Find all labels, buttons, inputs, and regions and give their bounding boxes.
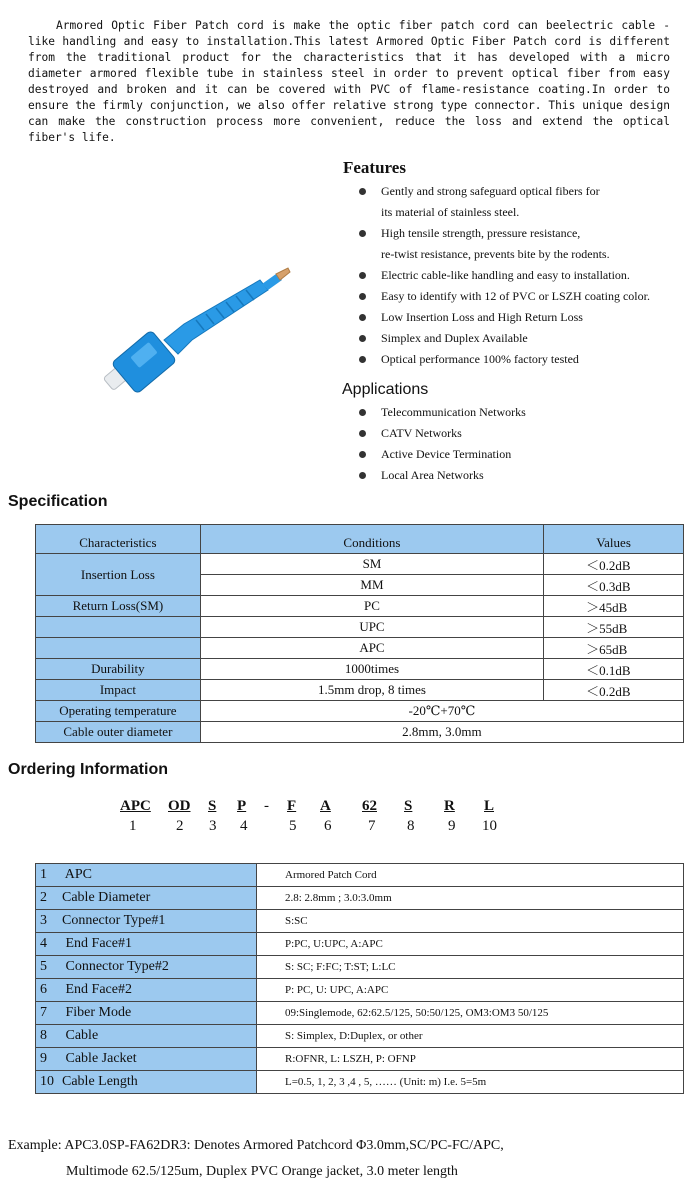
- ordering-key: [36, 1071, 257, 1094]
- ordering-label: Cable Diameter: [62, 890, 151, 905]
- spec-header-values: Values: [544, 525, 684, 554]
- order-code-separator: -: [264, 798, 269, 814]
- ordering-row: [36, 864, 684, 887]
- ordering-value: L=0.5, 1, 2, 3 ,4 , 5, …… (Unit: m) I.e. 5=5m: [257, 1071, 684, 1094]
- ordering-label: Connector Type#2: [62, 959, 169, 974]
- spec-label-empty: [36, 638, 201, 659]
- spec-condition: PC: [200, 596, 543, 617]
- ordering-value: S: SC; F:FC; T:ST; L:LC: [257, 956, 684, 979]
- ordering-label: Cable Length: [62, 1074, 138, 1089]
- ordering-key: [36, 1002, 257, 1025]
- ordering-value: 2.8: 2.8mm ; 3.0:3.0mm: [257, 887, 684, 910]
- ordering-num: 7: [40, 1005, 47, 1020]
- ordering-num: 5: [40, 959, 47, 974]
- order-code-number: 9: [448, 818, 456, 834]
- spec-value: ＞55dB: [544, 617, 684, 638]
- ordering-example: [8, 1133, 504, 1185]
- ordering-key: [36, 1048, 257, 1071]
- ordering-key: [36, 933, 257, 956]
- spec-label: Impact: [36, 680, 201, 701]
- features-title: Features: [343, 158, 406, 177]
- spec-condition: SM: [200, 554, 543, 575]
- order-code-segment: OD: [168, 798, 191, 814]
- ordering-label: End Face#1: [62, 936, 132, 951]
- spec-condition: UPC: [200, 617, 543, 638]
- ordering-label: Connector Type#1: [62, 913, 166, 928]
- feature-item: Easy to identify with 12 of PVC or LSZH coating color.: [357, 286, 650, 307]
- spec-row: [36, 680, 684, 701]
- ordering-num: 9: [40, 1051, 47, 1066]
- ordering-key: [36, 864, 257, 887]
- spec-row: [36, 617, 684, 638]
- ordering-label: Cable Jacket: [62, 1051, 137, 1066]
- intro-paragraph: [28, 18, 670, 146]
- ordering-num: 10: [40, 1074, 54, 1089]
- feature-item: Optical performance 100% factory tested: [357, 349, 650, 370]
- feature-item: Electric cable-like handling and easy to installation.: [357, 265, 650, 286]
- order-code-number: 8: [407, 818, 415, 834]
- ordering-key: [36, 887, 257, 910]
- ordering-label: APC: [62, 867, 92, 882]
- ordering-key: [36, 1025, 257, 1048]
- spec-value: 2.8mm, 3.0mm: [200, 722, 683, 743]
- patch-cord-product-image: [92, 262, 302, 402]
- spec-row: [36, 701, 684, 722]
- spec-row: [36, 722, 684, 743]
- ordering-label: Fiber Mode: [62, 1005, 132, 1020]
- ordering-row: [36, 910, 684, 933]
- ordering-row: [36, 933, 684, 956]
- spec-label: Insertion Loss: [36, 554, 201, 596]
- example-line-1: Example: APC3.0SP-FA62DR3: Denotes Armored Patchcord Φ3.0mm,SC/PC-FC/APC,: [8, 1138, 504, 1153]
- order-code-segment: 62: [362, 798, 377, 814]
- spec-value: ＜0.1dB: [544, 659, 684, 680]
- feature-item: [357, 181, 650, 223]
- ordering-num: 4: [40, 936, 47, 951]
- order-code-segment: S: [404, 798, 413, 814]
- spec-value: ＜0.2dB: [544, 680, 684, 701]
- spec-header-characteristics: Characteristics: [36, 525, 201, 554]
- order-code-segment: A: [320, 798, 331, 814]
- order-code-number: 7: [368, 818, 376, 834]
- ordering-value: 09:Singlemode, 62:62.5/125, 50:50/125, OM3:OM3 50/125: [257, 1002, 684, 1025]
- spec-condition: APC: [200, 638, 543, 659]
- spec-row: [36, 638, 684, 659]
- order-code-segment: L: [484, 798, 495, 814]
- order-code-segment: APC: [120, 798, 151, 814]
- feature-line: High tensile strength, pressure resistance,: [381, 226, 581, 240]
- spec-value: ＞65dB: [544, 638, 684, 659]
- order-code-number: 3: [209, 818, 217, 834]
- ordering-row: [36, 956, 684, 979]
- ordering-value: P:PC, U:UPC, A:APC: [257, 933, 684, 956]
- application-item: Telecommunication Networks: [357, 402, 526, 423]
- spec-label: Return Loss(SM): [36, 596, 201, 617]
- ordering-row: [36, 1071, 684, 1094]
- spec-row: [36, 554, 684, 575]
- spec-value: ＜0.2dB: [544, 554, 684, 575]
- ordering-value: Armored Patch Cord: [257, 864, 684, 887]
- intro-text: Armored Optic Fiber Patch cord is make the optic fiber patch cord can beelectric cable -like handling and easy to installation.This latest Armored Optic Fiber Patch cord is different from the traditional product for the characteristics that it has developed with a micro diameter armored flexible tube in stainless steel in order to prevent optical fiber from easy destroyed and broken and it can be covered with PVC of flame-resistance coating.In order to ensure the firmly conjunction, we also offer relative strong type connector. This unique design can make the construction process more convenient, reduce the loss and extend the optical fiber's life.: [28, 19, 670, 144]
- order-code-number: 10: [482, 818, 497, 834]
- order-code-segment: R: [444, 798, 455, 814]
- spec-condition: 1000times: [200, 659, 543, 680]
- order-code-segment: S: [208, 798, 217, 814]
- order-code-number: 1: [129, 818, 137, 834]
- order-code-number: 4: [240, 818, 248, 834]
- feature-item: Simplex and Duplex Available: [357, 328, 650, 349]
- ordering-num: 3: [40, 913, 47, 928]
- feature-line: Gently and strong safeguard optical fibers for: [381, 184, 600, 198]
- spec-label-empty: [36, 617, 201, 638]
- ordering-table: [35, 863, 684, 1094]
- application-item: Active Device Termination: [357, 444, 526, 465]
- spec-value: ＞45dB: [544, 596, 684, 617]
- application-item: Local Area Networks: [357, 465, 526, 486]
- order-code-number: 6: [324, 818, 332, 834]
- order-code-number: 2: [176, 818, 184, 834]
- ordering-key: [36, 979, 257, 1002]
- ordering-num: 8: [40, 1028, 47, 1043]
- feature-item: [357, 223, 650, 265]
- spec-value: ＜0.3dB: [544, 575, 684, 596]
- order-code-number: 5: [289, 818, 297, 834]
- spec-condition: MM: [200, 575, 543, 596]
- ordering-num: 2: [40, 890, 47, 905]
- ordering-row: [36, 1025, 684, 1048]
- ordering-key: [36, 910, 257, 933]
- ordering-row: [36, 1048, 684, 1071]
- order-code-segment: P: [237, 798, 247, 814]
- example-line-2: Multimode 62.5/125um, Duplex PVC Orange jacket, 3.0 meter length: [66, 1164, 458, 1179]
- applications-list: [357, 402, 526, 486]
- specification-title: Specification: [8, 493, 108, 510]
- spec-label: Operating temperature: [36, 701, 201, 722]
- ordering-value: S:SC: [257, 910, 684, 933]
- feature-item: Low Insertion Loss and High Return Loss: [357, 307, 650, 328]
- ordering-value: R:OFNR, L: LSZH, P: OFNP: [257, 1048, 684, 1071]
- ordering-label: End Face#2: [62, 982, 132, 997]
- ordering-value: P: PC, U: UPC, A:APC: [257, 979, 684, 1002]
- ordering-num: 6: [40, 982, 47, 997]
- spec-row: [36, 659, 684, 680]
- ordering-row: [36, 1002, 684, 1025]
- spec-condition: 1.5mm drop, 8 times: [200, 680, 543, 701]
- features-list: [357, 181, 650, 370]
- spec-label: Cable outer diameter: [36, 722, 201, 743]
- spec-label: Durability: [36, 659, 201, 680]
- ordering-key: [36, 956, 257, 979]
- ordering-row: [36, 979, 684, 1002]
- ordering-row: [36, 887, 684, 910]
- spec-header-conditions: Conditions: [200, 525, 543, 554]
- ordering-label: Cable: [62, 1028, 99, 1043]
- specification-table: [35, 524, 684, 743]
- feature-line-2: re-twist resistance, prevents bite by the rodents.: [381, 247, 610, 261]
- spec-header-row: [36, 525, 684, 554]
- order-code-segment: F: [287, 798, 297, 814]
- spec-value: -20℃+70℃: [200, 701, 683, 722]
- feature-line-2: its material of stainless steel.: [381, 205, 520, 219]
- ordering-title: Ordering Information: [8, 761, 168, 778]
- application-item: CATV Networks: [357, 423, 526, 444]
- ordering-num: 1: [40, 867, 47, 882]
- spec-row: [36, 596, 684, 617]
- applications-title: Applications: [342, 381, 429, 398]
- ordering-value: S: Simplex, D:Duplex, or other: [257, 1025, 684, 1048]
